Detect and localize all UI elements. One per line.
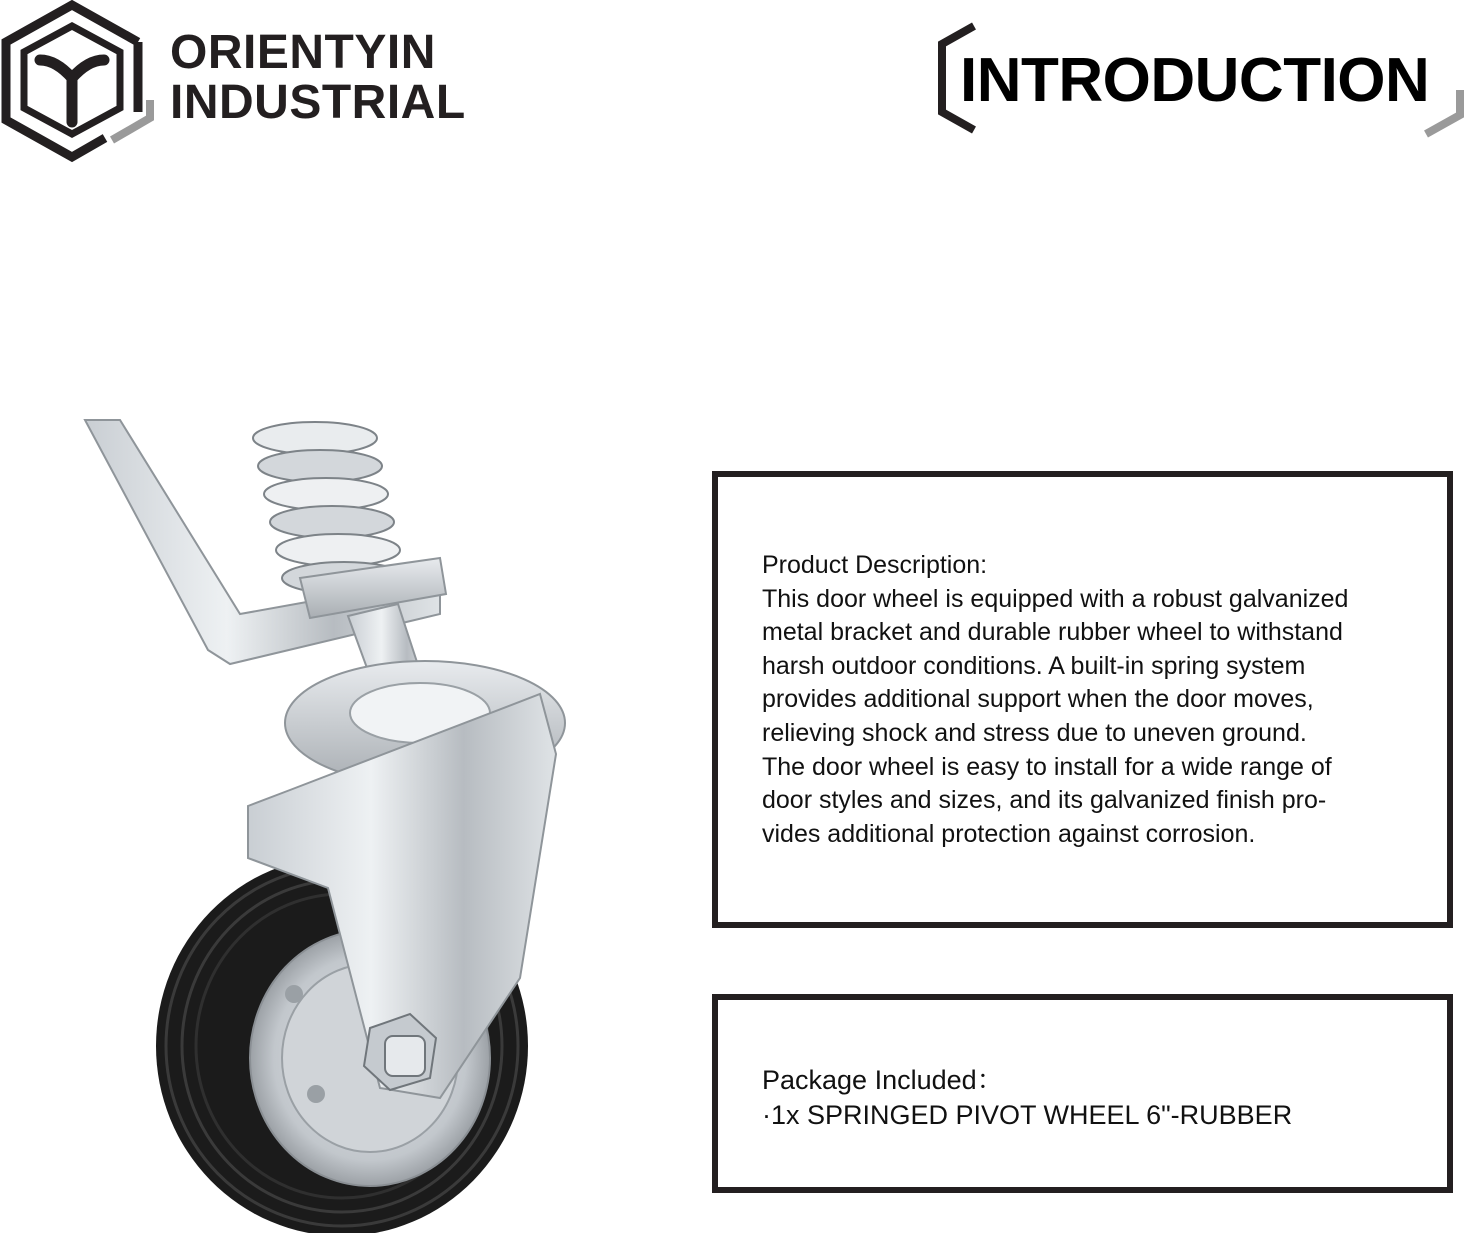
description-line: relieving shock and stress due to uneven ground.	[762, 718, 1307, 747]
package-item: ·1x SPRINGED PIVOT WHEEL 6"-RUBBER	[762, 1100, 1293, 1130]
description-line: harsh outdoor conditions. A built-in spring system	[762, 651, 1306, 680]
description-line: provides additional support when the door moves,	[762, 685, 1314, 714]
brand-line-1: ORIENTYIN	[170, 26, 436, 79]
brand-name	[170, 28, 466, 128]
package-included	[762, 1063, 1442, 1133]
description-heading: Product Description:	[762, 551, 988, 579]
product-description	[762, 549, 1442, 851]
package-heading: Package Included：	[762, 1065, 1004, 1095]
brand-line-2: INDUSTRIAL	[170, 76, 466, 129]
spring-pivot-wheel-illustration	[80, 418, 580, 1233]
description-line: This door wheel is equipped with a robust galvanized	[762, 584, 1349, 613]
description-line: The door wheel is easy to install for a wide range of	[762, 752, 1332, 781]
description-line: vides additional protection against corrosion.	[762, 819, 1256, 848]
description-line: metal bracket and durable rubber wheel to withstand	[762, 618, 1343, 647]
page-title: INTRODUCTION	[960, 46, 1430, 115]
description-line: door styles and sizes, and its galvanized finish pro-	[762, 786, 1327, 815]
hexagon-y-logo-icon	[0, 0, 160, 165]
